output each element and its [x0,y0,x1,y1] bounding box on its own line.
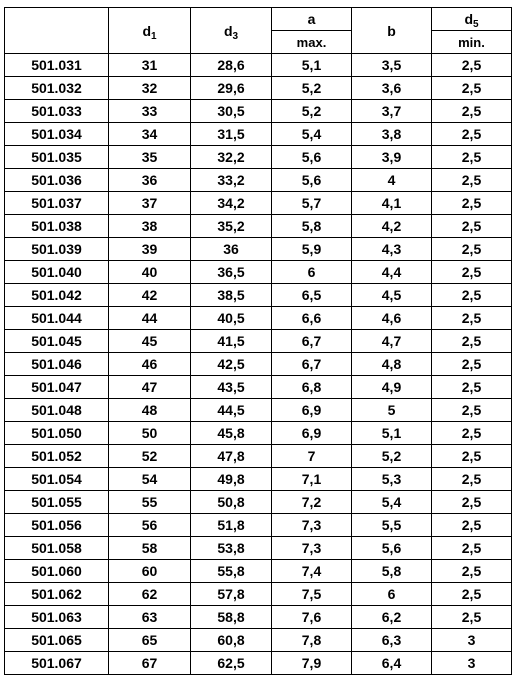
cell-d5-min: 2,5 [432,514,512,537]
cell-part-number: 501.038 [5,215,109,238]
cell-a-max: 5,2 [272,77,352,100]
cell-a-max: 6,7 [272,330,352,353]
table-row [5,399,512,422]
cell-part-number: 501.047 [5,376,109,399]
cell-b: 4,9 [352,376,432,399]
dimension-table [4,7,512,675]
cell-d1: 63 [109,606,191,629]
cell-d1: 48 [109,399,191,422]
cell-a-max: 7,3 [272,537,352,560]
cell-b: 4,1 [352,192,432,215]
cell-part-number: 501.031 [5,54,109,77]
cell-d3: 41,5 [191,330,272,353]
cell-a-max: 6,9 [272,422,352,445]
cell-part-number: 501.054 [5,468,109,491]
cell-b: 6,3 [352,629,432,652]
cell-b: 3,6 [352,77,432,100]
cell-part-number: 501.040 [5,261,109,284]
cell-b: 5,8 [352,560,432,583]
header-d1 [109,8,191,54]
cell-d5-min: 2,5 [432,169,512,192]
cell-b: 3,5 [352,54,432,77]
cell-d3: 47,8 [191,445,272,468]
cell-d5-min: 2,5 [432,238,512,261]
cell-d1: 39 [109,238,191,261]
table-row [5,606,512,629]
cell-d1: 33 [109,100,191,123]
table-header [5,8,512,54]
cell-d1: 40 [109,261,191,284]
cell-b: 4,3 [352,238,432,261]
cell-d1: 58 [109,537,191,560]
cell-b: 4,7 [352,330,432,353]
cell-a-max: 7,5 [272,583,352,606]
table-row [5,284,512,307]
cell-b: 4,8 [352,353,432,376]
cell-d3: 38,5 [191,284,272,307]
cell-part-number: 501.032 [5,77,109,100]
table-row [5,537,512,560]
cell-d1: 60 [109,560,191,583]
cell-a-max: 6,7 [272,353,352,376]
cell-d1: 31 [109,54,191,77]
cell-b: 5,5 [352,514,432,537]
cell-d3: 29,6 [191,77,272,100]
cell-d3: 57,8 [191,583,272,606]
cell-b: 6,2 [352,606,432,629]
table-row [5,100,512,123]
cell-b: 5,6 [352,537,432,560]
cell-a-max: 7 [272,445,352,468]
cell-part-number: 501.045 [5,330,109,353]
cell-d3: 32,2 [191,146,272,169]
cell-d1: 62 [109,583,191,606]
cell-d3: 51,8 [191,514,272,537]
cell-b: 6,4 [352,652,432,675]
table-row [5,514,512,537]
cell-d1: 42 [109,284,191,307]
cell-part-number: 501.034 [5,123,109,146]
cell-d3: 44,5 [191,399,272,422]
cell-a-max: 6,8 [272,376,352,399]
cell-d1: 34 [109,123,191,146]
header-d3 [191,8,272,54]
cell-a-max: 5,7 [272,192,352,215]
table-row [5,146,512,169]
cell-d5-min: 2,5 [432,445,512,468]
cell-b: 5,1 [352,422,432,445]
cell-d3: 28,6 [191,54,272,77]
cell-a-max: 6,5 [272,284,352,307]
cell-a-max: 5,2 [272,100,352,123]
table-row [5,468,512,491]
cell-d3: 55,8 [191,560,272,583]
cell-d5-min: 2,5 [432,100,512,123]
cell-d3: 53,8 [191,537,272,560]
cell-b: 5 [352,399,432,422]
header-d1-base: d [142,22,151,39]
table-row [5,123,512,146]
cell-part-number: 501.044 [5,307,109,330]
cell-d1: 47 [109,376,191,399]
cell-a-max: 5,1 [272,54,352,77]
cell-part-number: 501.058 [5,537,109,560]
header-d3-base: d [223,22,233,39]
cell-d5-min: 2,5 [432,307,512,330]
header-d5-base: d [464,11,473,27]
cell-a-max: 7,1 [272,468,352,491]
cell-d5-min: 2,5 [432,606,512,629]
cell-d5-min: 2,5 [432,123,512,146]
cell-part-number: 501.042 [5,284,109,307]
cell-a-max: 6,6 [272,307,352,330]
header-a: a [272,8,352,31]
table-row [5,422,512,445]
header-empty-cell [5,8,109,54]
cell-d5-min: 2,5 [432,77,512,100]
table-row [5,560,512,583]
table-row [5,445,512,468]
cell-part-number: 501.048 [5,399,109,422]
table-row [5,192,512,215]
table-row [5,330,512,353]
cell-d5-min: 2,5 [432,422,512,445]
header-d1-sub: 1 [151,30,157,42]
header-d5 [432,8,512,31]
cell-d5-min: 2,5 [432,468,512,491]
cell-part-number: 501.050 [5,422,109,445]
cell-part-number: 501.039 [5,238,109,261]
cell-part-number: 501.035 [5,146,109,169]
cell-d5-min: 2,5 [432,399,512,422]
cell-d3: 36,5 [191,261,272,284]
cell-d1: 32 [109,77,191,100]
cell-d5-min: 2,5 [432,583,512,606]
cell-b: 4,2 [352,215,432,238]
cell-d5-min: 2,5 [432,261,512,284]
cell-part-number: 501.055 [5,491,109,514]
cell-b: 3,8 [352,123,432,146]
cell-b: 3,9 [352,146,432,169]
cell-b: 4,4 [352,261,432,284]
cell-a-max: 7,6 [272,606,352,629]
header-a-qualifier: max. [272,31,352,54]
cell-d1: 67 [109,652,191,675]
cell-d1: 55 [109,491,191,514]
cell-d3: 43,5 [191,376,272,399]
cell-b: 6 [352,583,432,606]
cell-d1: 38 [109,215,191,238]
cell-a-max: 7,8 [272,629,352,652]
cell-d1: 37 [109,192,191,215]
cell-part-number: 501.065 [5,629,109,652]
cell-d5-min: 2,5 [432,146,512,169]
table-row [5,77,512,100]
cell-d5-min: 2,5 [432,54,512,77]
header-d5-qualifier: min. [432,31,512,54]
cell-part-number: 501.062 [5,583,109,606]
cell-part-number: 501.037 [5,192,109,215]
cell-b: 5,4 [352,491,432,514]
cell-d1: 44 [109,307,191,330]
cell-a-max: 6,9 [272,399,352,422]
cell-part-number: 501.063 [5,606,109,629]
cell-d3: 58,8 [191,606,272,629]
cell-d3: 50,8 [191,491,272,514]
cell-b: 4,5 [352,284,432,307]
cell-d3: 49,8 [191,468,272,491]
cell-d5-min: 2,5 [432,353,512,376]
table-row [5,261,512,284]
cell-part-number: 501.060 [5,560,109,583]
cell-d5-min: 2,5 [432,376,512,399]
cell-b: 3,7 [352,100,432,123]
cell-d3: 42,5 [191,353,272,376]
table-row [5,376,512,399]
cell-b: 4,6 [352,307,432,330]
table-row [5,238,512,261]
cell-d5-min: 2,5 [432,192,512,215]
table-row [5,169,512,192]
cell-d3: 34,2 [191,192,272,215]
cell-d1: 54 [109,468,191,491]
cell-d3: 36 [191,238,272,261]
cell-d3: 45,8 [191,422,272,445]
table-row [5,583,512,606]
table-row [5,54,512,77]
header-d3-sub: 3 [232,30,239,42]
table-row [5,353,512,376]
table-body [5,54,512,675]
cell-d1: 45 [109,330,191,353]
cell-d1: 36 [109,169,191,192]
header-d5-sub: 5 [473,19,479,30]
cell-a-max: 5,9 [272,238,352,261]
cell-a-max: 5,6 [272,146,352,169]
cell-d3: 30,5 [191,100,272,123]
cell-part-number: 501.036 [5,169,109,192]
cell-d1: 50 [109,422,191,445]
cell-d3: 60,8 [191,629,272,652]
cell-d3: 40,5 [191,307,272,330]
cell-d1: 46 [109,353,191,376]
cell-d5-min: 3 [432,652,512,675]
cell-d3: 31,5 [191,123,272,146]
table-row [5,307,512,330]
cell-d1: 52 [109,445,191,468]
cell-a-max: 7,9 [272,652,352,675]
cell-b: 4 [352,169,432,192]
cell-part-number: 501.033 [5,100,109,123]
cell-a-max: 5,4 [272,123,352,146]
cell-d3: 35,2 [191,215,272,238]
table-row [5,215,512,238]
cell-a-max: 7,3 [272,514,352,537]
cell-part-number: 501.056 [5,514,109,537]
cell-d1: 65 [109,629,191,652]
cell-d5-min: 2,5 [432,330,512,353]
header-b: b [352,8,432,54]
cell-a-max: 7,2 [272,491,352,514]
cell-d1: 56 [109,514,191,537]
cell-d5-min: 2,5 [432,491,512,514]
cell-a-max: 5,8 [272,215,352,238]
cell-d5-min: 2,5 [432,537,512,560]
table-row [5,652,512,675]
cell-d3: 33,2 [191,169,272,192]
cell-d5-min: 2,5 [432,284,512,307]
cell-a-max: 6 [272,261,352,284]
cell-a-max: 7,4 [272,560,352,583]
cell-part-number: 501.052 [5,445,109,468]
cell-d3: 62,5 [191,652,272,675]
cell-d5-min: 2,5 [432,560,512,583]
cell-b: 5,3 [352,468,432,491]
cell-d5-min: 3 [432,629,512,652]
cell-part-number: 501.046 [5,353,109,376]
cell-a-max: 5,6 [272,169,352,192]
cell-d1: 35 [109,146,191,169]
cell-d5-min: 2,5 [432,215,512,238]
cell-b: 5,2 [352,445,432,468]
cell-part-number: 501.067 [5,652,109,675]
table-row [5,491,512,514]
table-row [5,629,512,652]
